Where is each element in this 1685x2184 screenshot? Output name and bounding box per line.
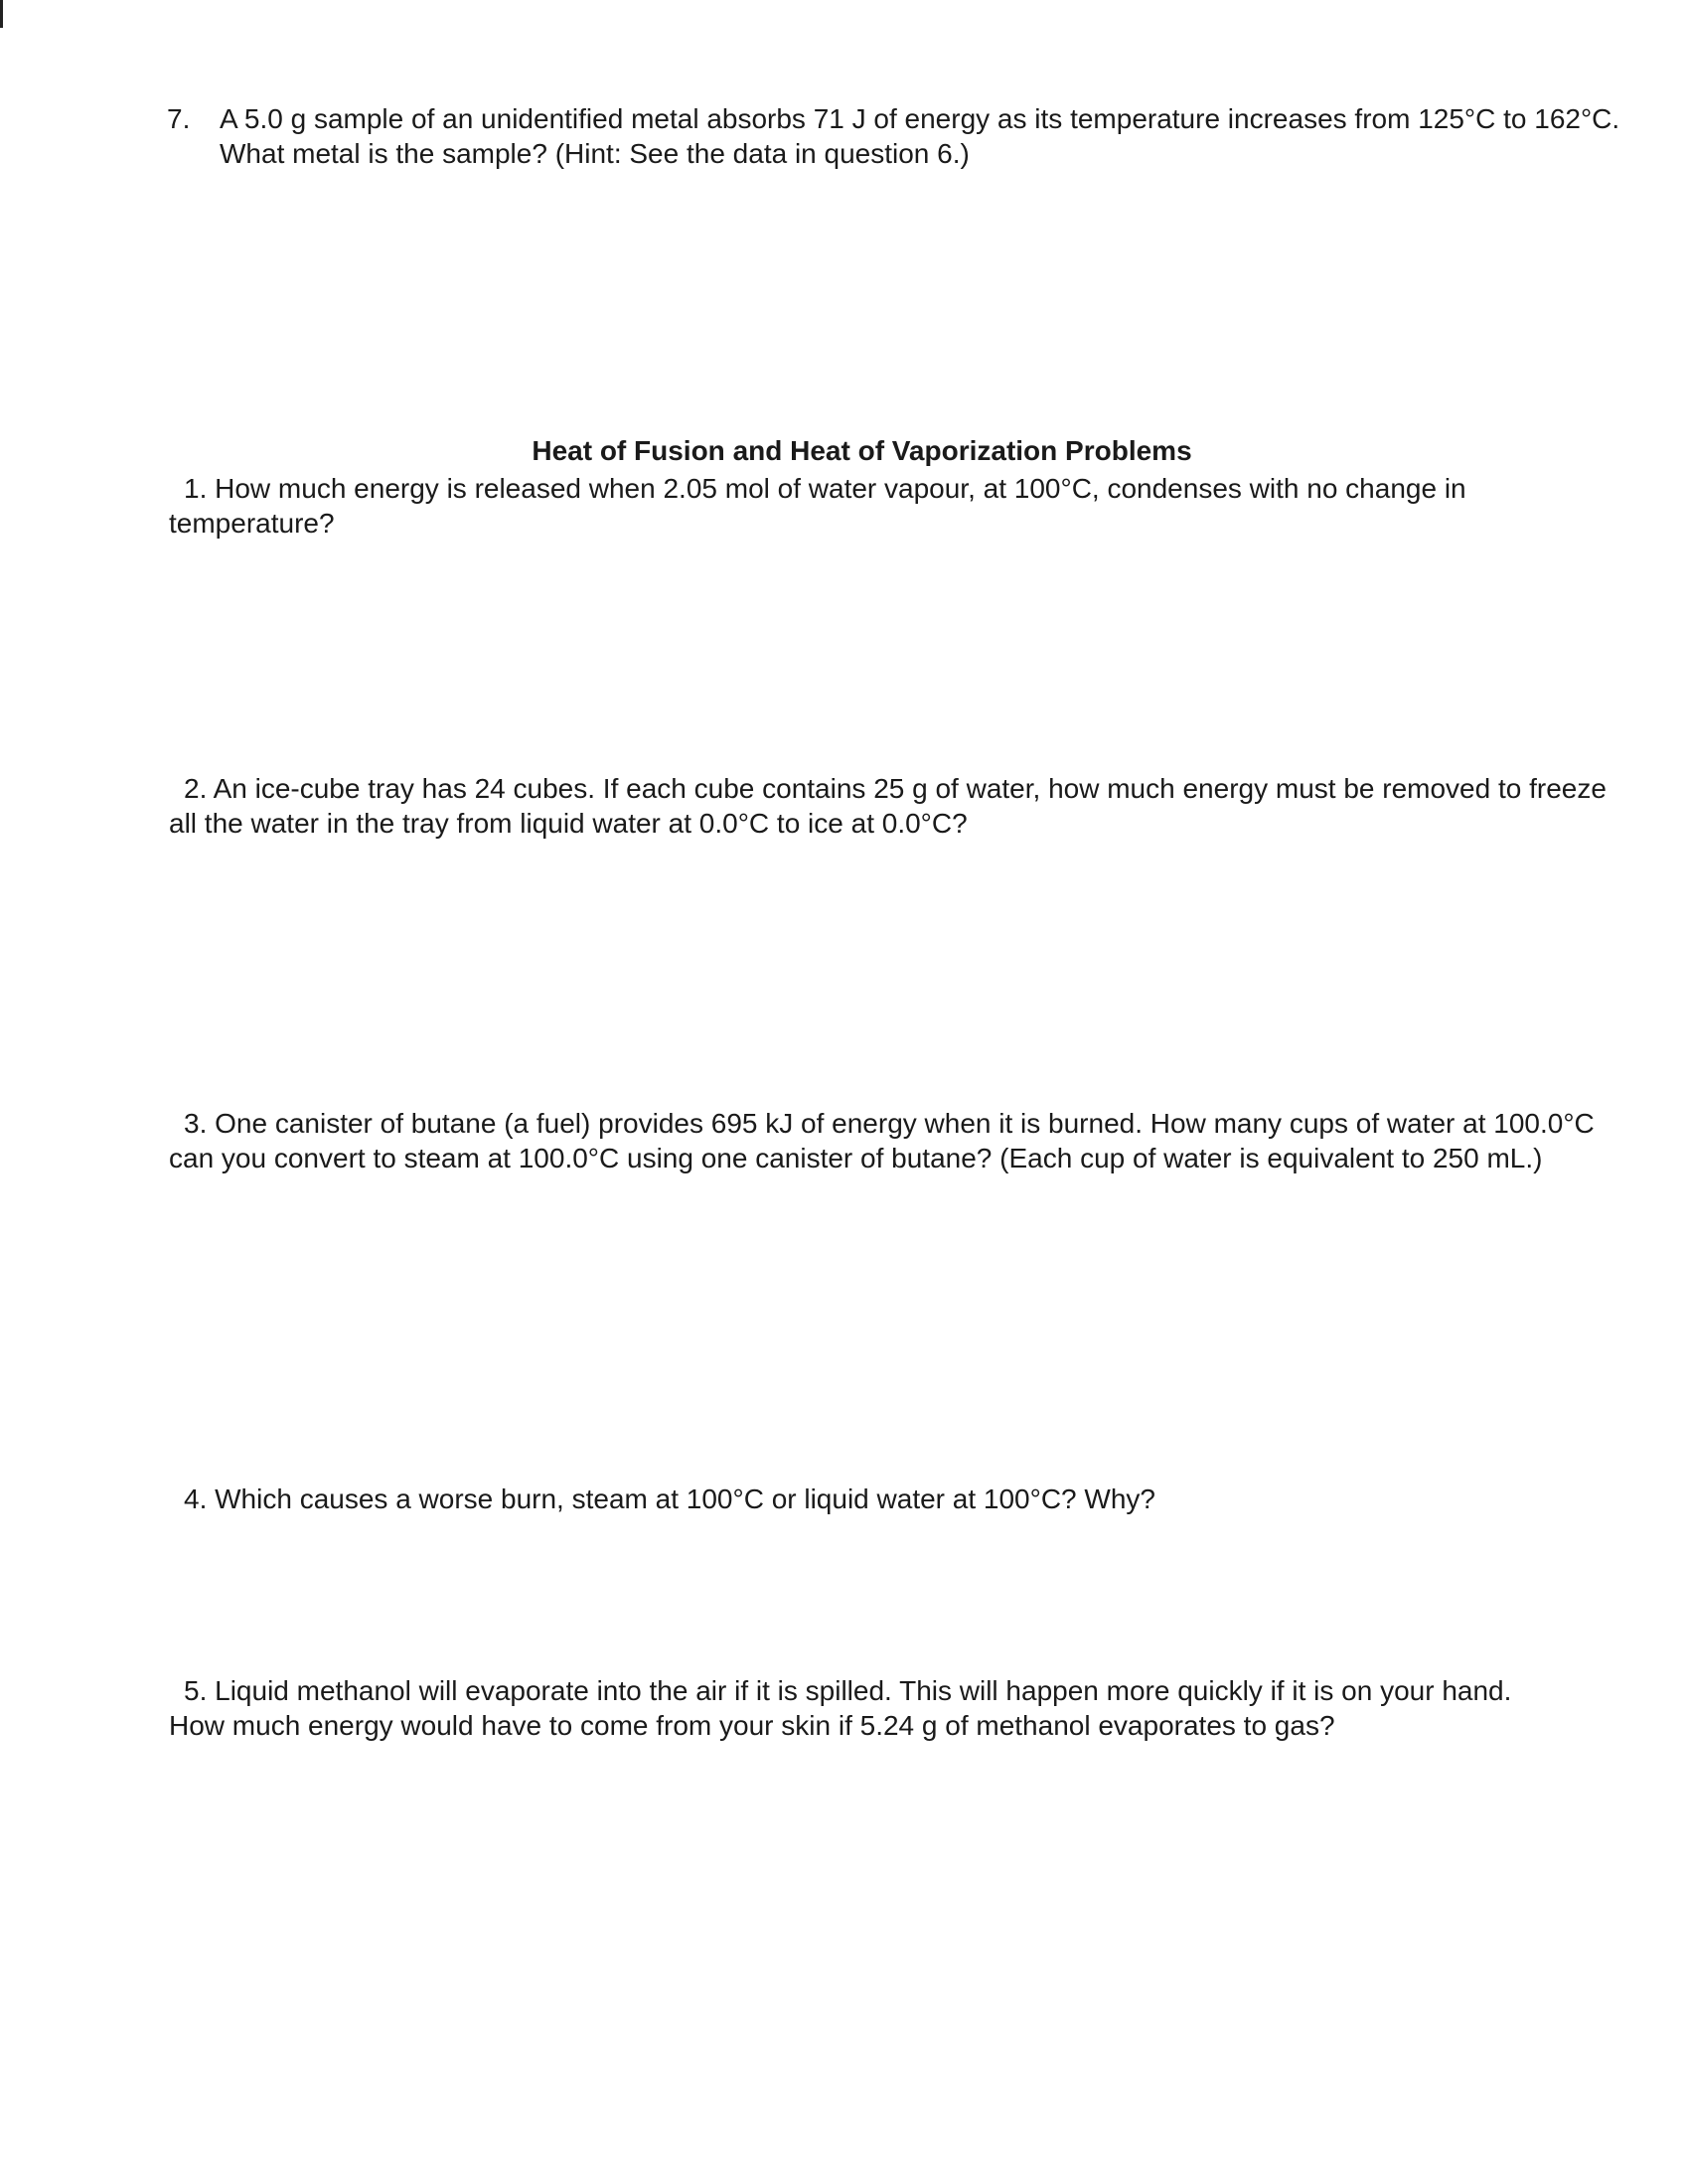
problem-1-line-1: 1. How much energy is released when 2.05 mol of water vapour, at 100°C, condenses with no change in	[184, 473, 1466, 504]
question-7-line-1: A 5.0 g sample of an unidentified metal absorbs 71 J of energy as its temperature increases from 125°C to 162°C.	[220, 103, 1620, 134]
problem-3	[169, 1106, 1595, 1175]
problem-3-line-2: can you convert to steam at 100.0°C using one canister of butane? (Each cup of water is equivalent to 250 mL.)	[169, 1143, 1543, 1173]
scan-edge-mark	[0, 0, 3, 28]
problem-2-line-1: 2. An ice-cube tray has 24 cubes. If each cube contains 25 g of water, how much energy must be removed to freeze	[184, 773, 1607, 804]
question-7-body	[220, 101, 1619, 171]
problem-4-line-1: 4. Which causes a worse burn, steam at 100°C or liquid water at 100°C? Why?	[184, 1483, 1155, 1514]
problem-5	[169, 1673, 1511, 1743]
problem-1-line-2: temperature?	[169, 508, 335, 539]
question-7-line-2: What metal is the sample? (Hint: See the data in question 6.)	[220, 138, 970, 169]
section-title: Heat of Fusion and Heat of Vaporization Problems	[532, 435, 1192, 466]
problem-1	[169, 471, 1466, 541]
question-7-number: 7.	[167, 103, 191, 134]
problem-5-line-2: How much energy would have to come from your skin if 5.24 g of methanol evaporates to gas?	[169, 1710, 1335, 1741]
problem-3-line-1: 3. One canister of butane (a fuel) provides 695 kJ of energy when it is burned. How many cups of water at 100.0°C	[184, 1108, 1595, 1139]
problem-4	[169, 1482, 1155, 1516]
problem-5-line-1: 5. Liquid methanol will evaporate into the air if it is spilled. This will happen more quickly if it is on your hand.	[184, 1675, 1512, 1706]
problem-2	[169, 771, 1607, 841]
problem-2-line-2: all the water in the tray from liquid water at 0.0°C to ice at 0.0°C?	[169, 808, 968, 839]
